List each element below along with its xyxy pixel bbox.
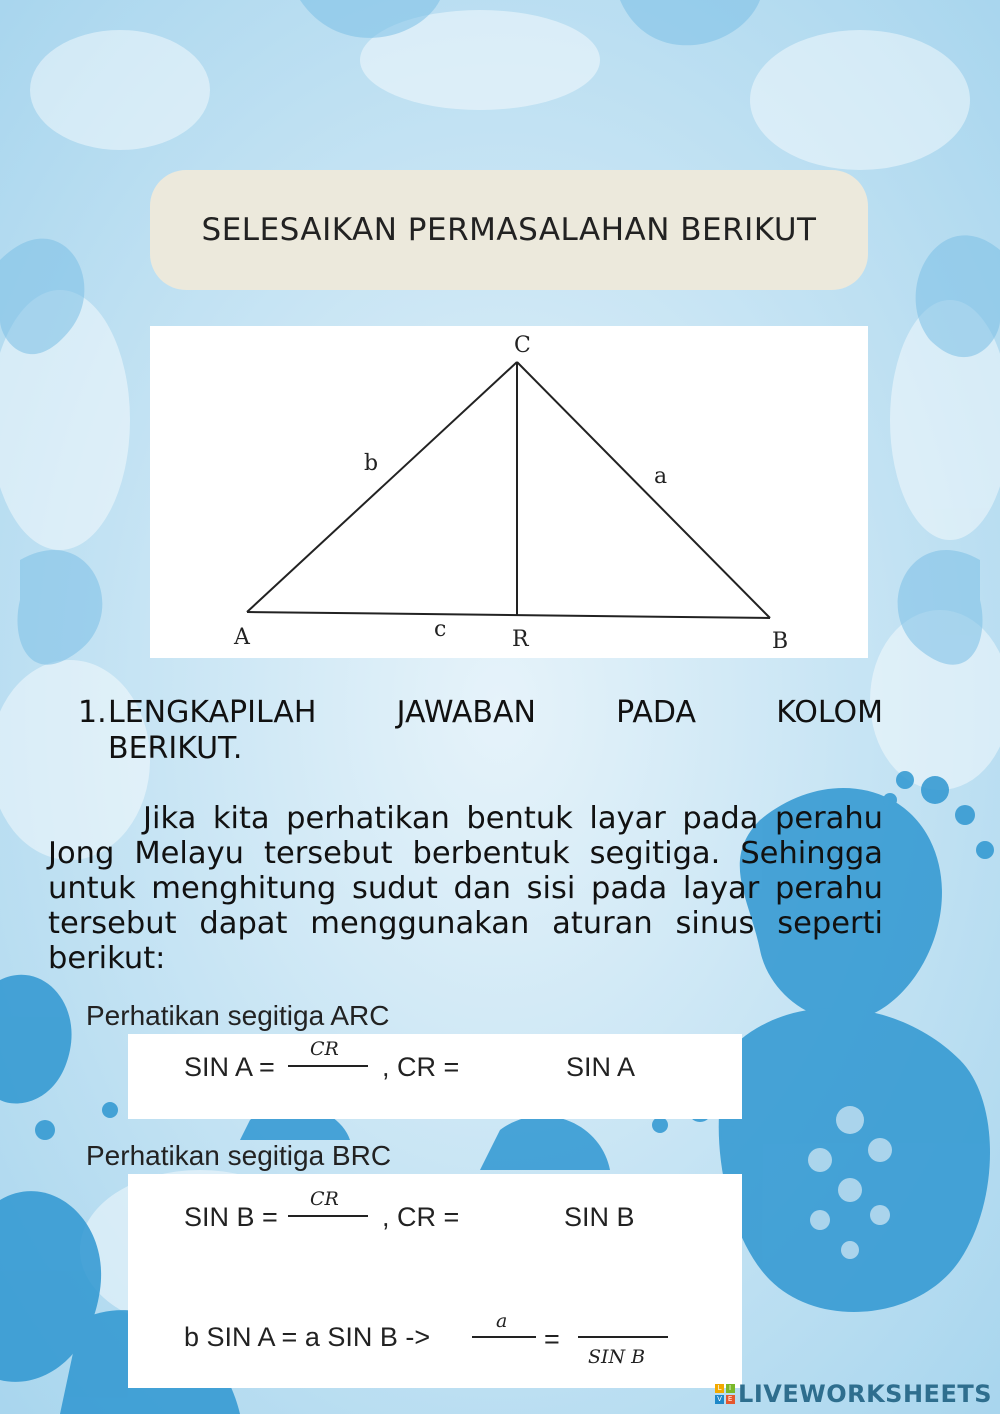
sin-b-suffix: SIN B xyxy=(564,1202,635,1232)
equals-sign: = xyxy=(544,1324,560,1354)
label-triangle-arc: Perhatikan segitiga ARC xyxy=(86,1000,390,1031)
side-label-b: b xyxy=(364,451,379,476)
fraction-numerator-a: a xyxy=(496,1310,508,1332)
question-line-1: LENGKAPILAH JAWABAN PADA KOLOM xyxy=(108,695,883,730)
cr-equals-label: , CR = xyxy=(382,1052,460,1082)
sin-a-label: SIN A = xyxy=(184,1052,275,1082)
cr-equals-label: , CR = xyxy=(382,1202,460,1232)
fraction-denominator-sin-b: SIN B xyxy=(588,1346,646,1368)
side-label-a: a xyxy=(654,464,668,489)
logo-tile: I xyxy=(726,1384,735,1393)
logo-tile: E xyxy=(726,1395,735,1404)
vertex-label-a: A xyxy=(234,625,250,650)
watermark-brand: LIVEWORKSHEETS xyxy=(738,1380,992,1408)
triangle-figure xyxy=(150,326,868,658)
fraction-numerator-cr: CR xyxy=(310,1038,339,1060)
side-label-c: c xyxy=(434,617,447,642)
vertex-label-b: B xyxy=(772,629,789,654)
intro-paragraph: Jika kita perhatikan bentuk layar pada perahu Jong Melayu tersebut berbentuk segitiga. Sehingga untuk menghitung sudut dan sisi pada layar perahu tersebut dapat menggunakan aturan sinus seperti berikut: xyxy=(48,801,883,976)
logo-tile: L xyxy=(715,1384,724,1393)
sin-b-label: SIN B = xyxy=(184,1202,278,1232)
question-number: 1. xyxy=(78,695,107,730)
side-c xyxy=(247,612,770,618)
fraction-numerator-cr: CR xyxy=(310,1188,339,1210)
fraction-bar xyxy=(472,1336,536,1338)
point-label-r: R xyxy=(512,627,529,652)
sin-a-suffix: SIN A xyxy=(566,1052,636,1082)
title-banner xyxy=(150,170,868,290)
fraction-bar xyxy=(288,1215,368,1217)
label-triangle-brc: Perhatikan segitiga BRC xyxy=(86,1140,392,1171)
page-title: SELESAIKAN PERMASALAHAN BERIKUT xyxy=(201,212,817,248)
logo-tile: V xyxy=(715,1395,724,1404)
answer-box-brc xyxy=(128,1174,742,1388)
vertex-label-c: C xyxy=(514,333,531,358)
side-a xyxy=(517,362,770,618)
question-1 xyxy=(78,695,883,767)
sine-rule-equation: b SIN A = a SIN B -> xyxy=(184,1322,431,1352)
question-line-2: BERIKUT. xyxy=(108,731,243,766)
liveworksheets-logo-icon xyxy=(715,1384,735,1404)
liveworksheets-watermark xyxy=(715,1380,992,1408)
fraction-bar xyxy=(288,1065,368,1067)
fraction-bar xyxy=(578,1336,668,1338)
side-b xyxy=(247,362,517,612)
answer-box-arc xyxy=(128,1034,742,1119)
